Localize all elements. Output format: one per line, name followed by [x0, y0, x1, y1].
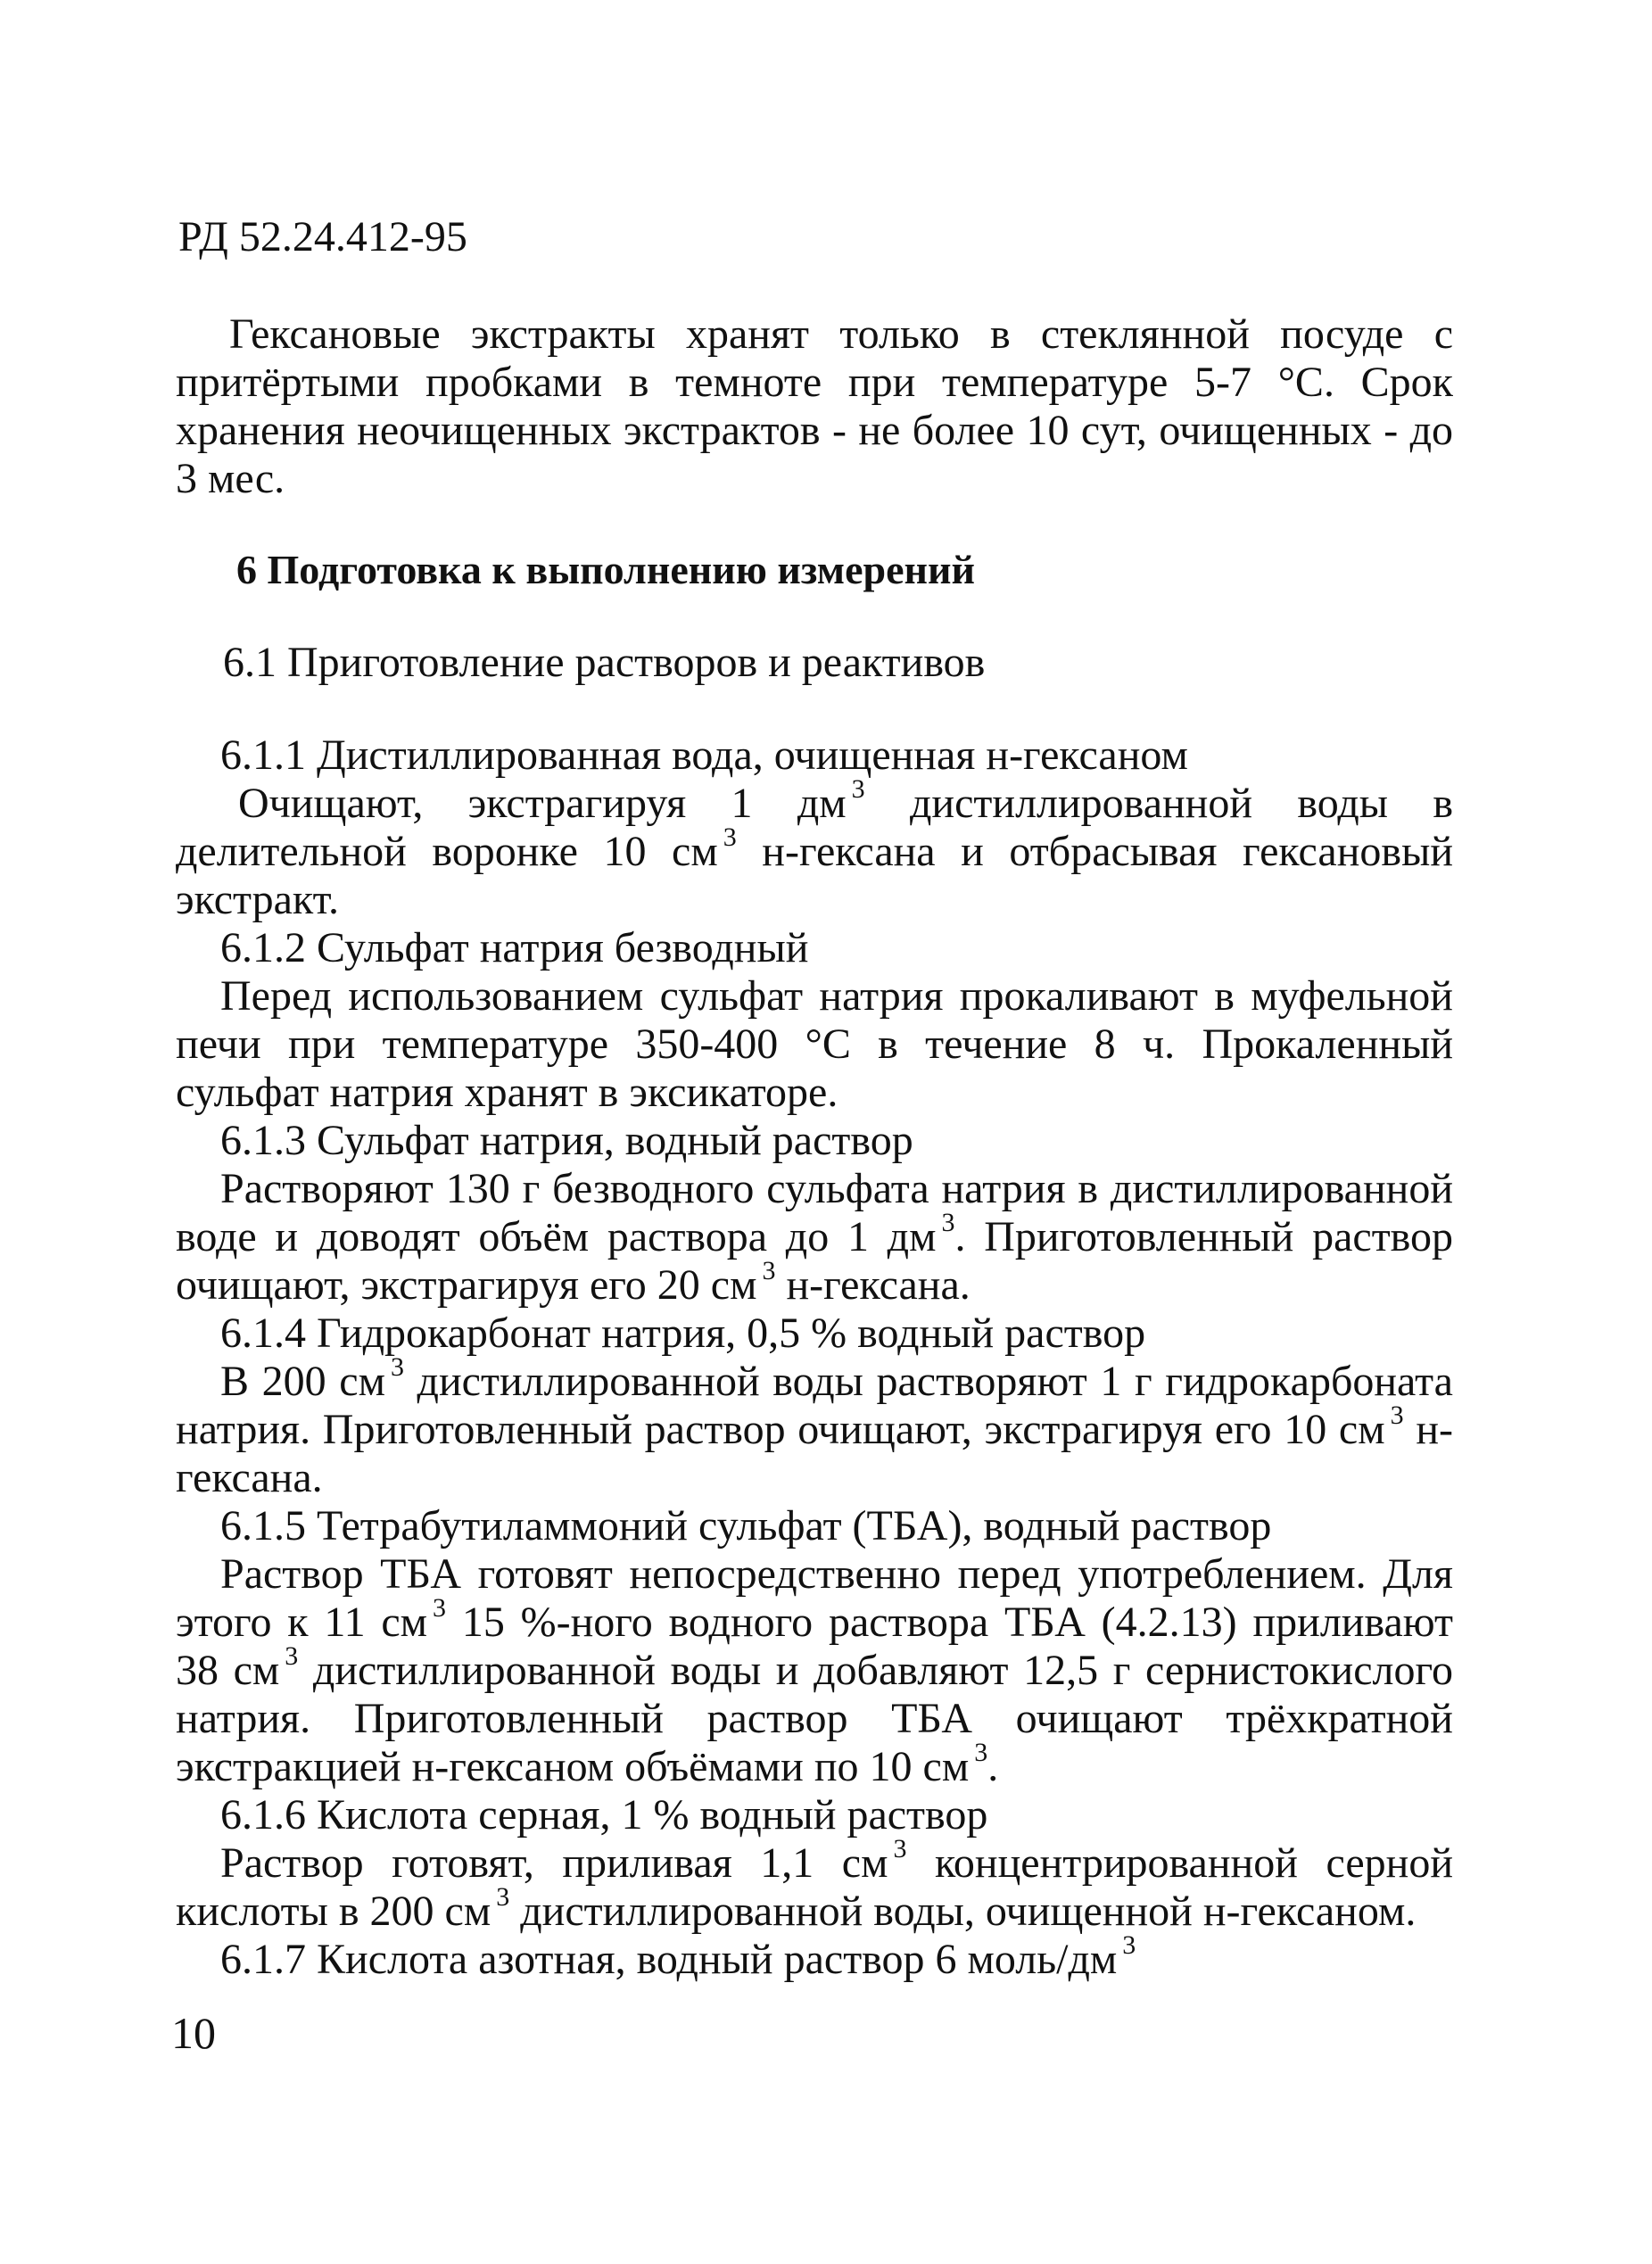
page-number: 10 [171, 2008, 216, 2058]
subsection-heading: 6.1 Приготовление растворов и реактивов [223, 639, 986, 686]
item-text-6-1-4: В 200 см $^3$ дистиллированной воды растворяют 1 г гидрокарбоната натрия. Приготовленный раствор очищают, экстрагируя его 10 см $^3$ н-гексана. [176, 1352, 1453, 1501]
item-text-6-1-6: Раствор готовят, приливая 1,1 см $^3$ концентрированной серной кислоты в 200 см $^3$ дистиллированной воды, очищенной н-гексаном. [176, 1834, 1454, 1935]
item-title-6-1-7: 6.1.7 Кислота азотная, водный раствор 6 моль/дм $^3$ [220, 1930, 1136, 1983]
intro-text: Гексановые экстракты хранят только в стеклянной посуде с притёртыми пробками в темноте при температуре 5-7 °С. Срок хранения неочищенных экстрактов - не более 10 сут, очищенных - до 3 мес. [176, 310, 1453, 502]
item-title-6-1-5: 6.1.5 Тетрабутиламмоний сульфат (ТБА), водный раствор [220, 1502, 1272, 1549]
item-title-6-1-1: 6.1.1 Дистиллированная вода, очищенная н-гексаном [220, 731, 1188, 779]
items-block [176, 731, 1453, 1984]
item-text-6-1-3: Растворяют 130 г безводного сульфата натрия в дистиллированной воде и доводят объём раствора до 1 дм $^3$. Приготовленный раствор очищают, экстрагируя его 20 см $^3$ н-гексана. [176, 1165, 1454, 1309]
item-text-6-1-1: Очищают, экстрагируя 1 дм $^3$ дистиллированной воды в делительной воронке 10 см $^3$ н-гексана и отбрасывая гексановый экстракт. [176, 774, 1454, 923]
document-code: РД 52.24.412-95 [178, 213, 467, 260]
item-text-6-1-2: Перед использованием сульфат натрия прокаливают в муфельной печи при температуре 350-400 °С в течение 8 ч. Прокаленный сульфат натрия хранят в эксикаторе. [176, 972, 1453, 1116]
section-heading: 6 Подготовка к выполнению измерений [236, 547, 975, 592]
item-title-6-1-2: 6.1.2 Сульфат натрия безводный [220, 924, 809, 971]
intro-paragraph [176, 310, 1453, 503]
item-title-6-1-3: 6.1.3 Сульфат натрия, водный раствор [220, 1117, 913, 1164]
item-title-6-1-4: 6.1.4 Гидрокарбонат натрия, 0,5 % водный раствор [220, 1310, 1146, 1357]
item-text-6-1-5: Раствор ТБА готовят непосредственно перед употреблением. Для этого к 11 см $^3$ 15 %-ного водного раствора ТБА (4.2.13) приливают 38 см $^3$ дистиллированной воды и добавляют 12,5 г сернистокислого натрия. Приготовленный раствор ТБА очищают трёхкратной экстракцией н-гексаном объёмами по 10 см $^3$. [176, 1550, 1453, 1790]
item-title-6-1-6: 6.1.6 Кислота серная, 1 % водный раствор [220, 1791, 988, 1838]
